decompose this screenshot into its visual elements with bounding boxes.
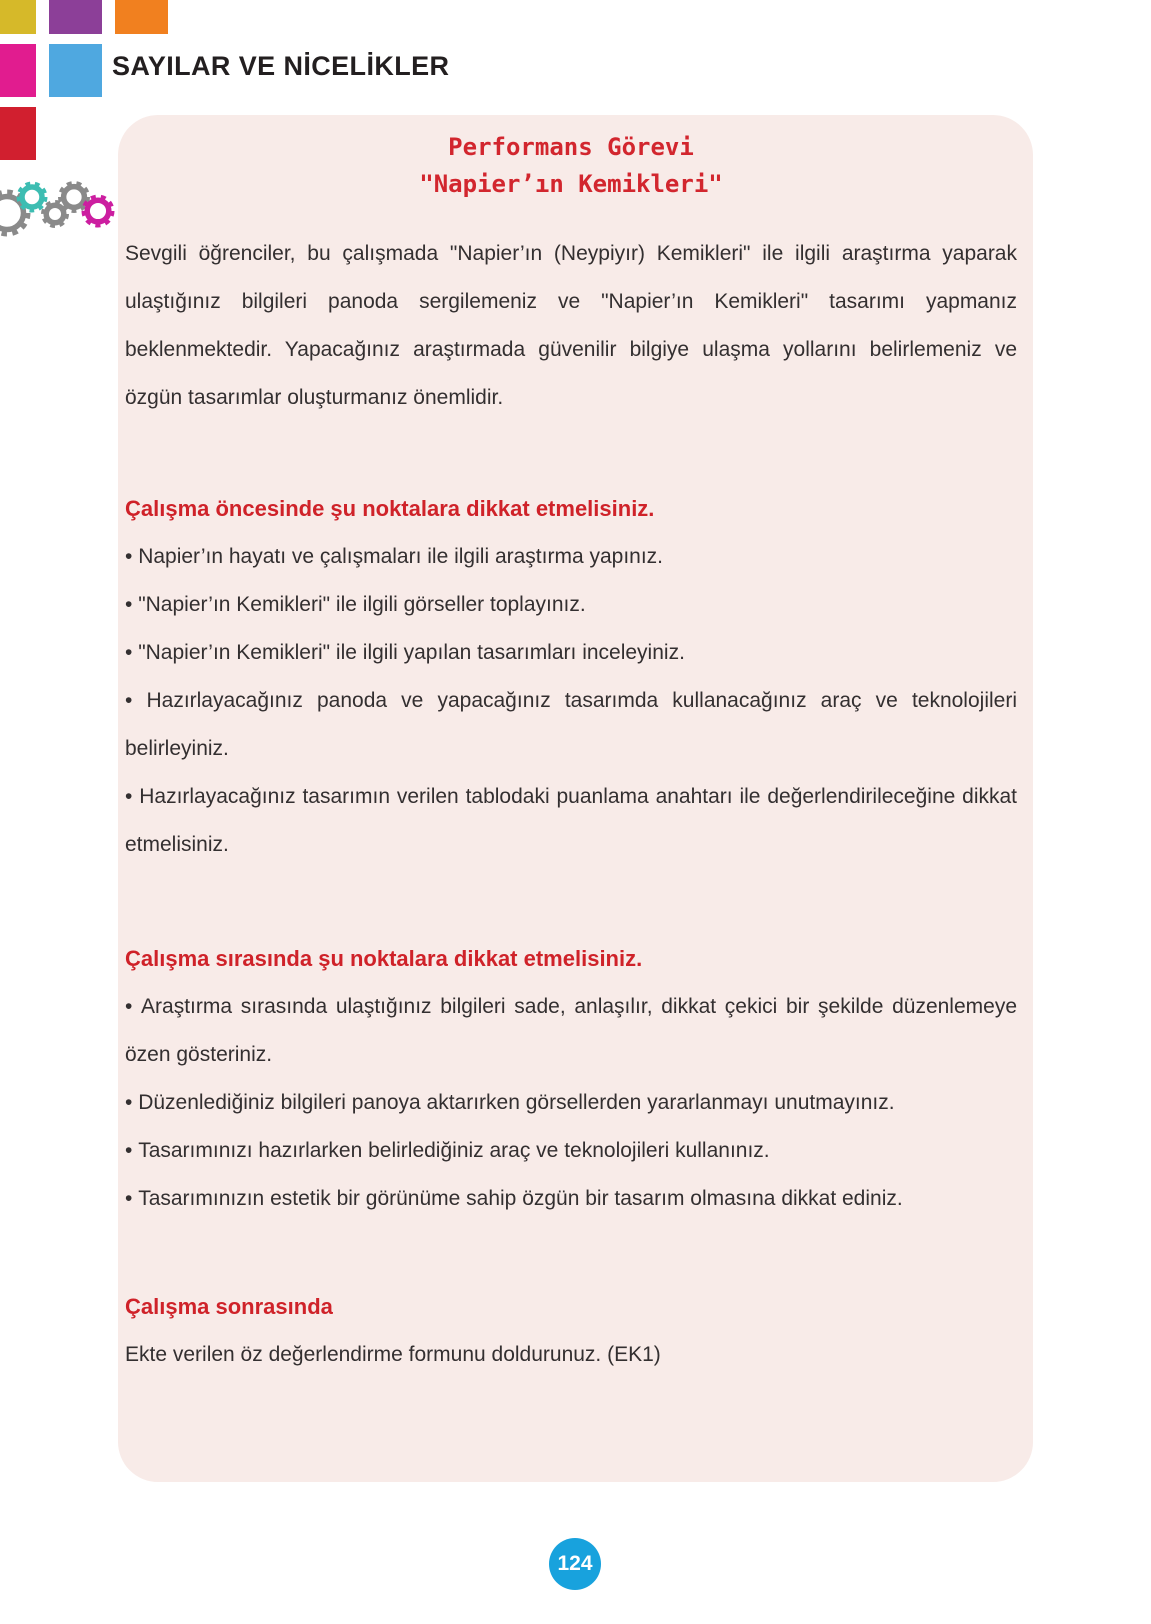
decor-square-orange	[115, 0, 168, 34]
bullet-item: • Napier’ın hayatı ve çalışmaları ile ilgili araştırma yapınız.	[125, 533, 1017, 581]
section-heading: Çalışma öncesinde şu noktalara dikkat etmelisiniz.	[125, 496, 655, 521]
section-heading: Çalışma sırasında şu noktalara dikkat etmelisiniz.	[125, 946, 643, 971]
gear-teal-icon	[19, 184, 45, 210]
bullet-item: • Tasarımınızın estetik bir görünüme sahip özgün bir tasarım olmasına dikkat ediniz.	[125, 1175, 1017, 1223]
decor-square-blue	[49, 44, 102, 97]
bullet-item: • Hazırlayacağınız tasarımın verilen tablodaki puanlama anahtarı ile değerlendirileceğine dikkat etmelisiniz.	[125, 773, 1017, 869]
bullet-item: • Düzenlediğiniz bilgileri panoya aktarırken görsellerden yararlanmayı unutmayınız.	[125, 1079, 1017, 1127]
bullet-item: • "Napier’ın Kemikleri" ile ilgili yapılan tasarımları inceleyiniz.	[125, 629, 1017, 677]
card-title	[125, 129, 1017, 203]
unit-header: SAYILAR VE NİCELİKLER	[112, 51, 450, 81]
gears-icon	[0, 166, 125, 240]
page-number-badge: 124	[549, 1538, 601, 1590]
bullet-item: • Hazırlayacağınız panoda ve yapacağınız tasarımda kullanacağınız araç ve teknolojileri belirleyiniz.	[125, 677, 1017, 773]
card-title-line2: "Napier’ın Kemikleri"	[419, 170, 723, 198]
section-after-work	[125, 1283, 1017, 1379]
bullet-item: • Tasarımınızı hazırlarken belirlediğiniz araç ve teknolojileri kullanınız.	[125, 1127, 1017, 1175]
card-title-line1: Performans Görevi	[448, 133, 694, 161]
decor-square-purple	[49, 0, 102, 34]
intro-paragraph: Sevgili öğrenciler, bu çalışmada "Napier’ın (Neypiyır) Kemikleri" ile ilgili araştırma yaparak ulaştığınız bilgileri panoda sergilemeniz ve "Napier’ın Kemikleri" tasarımı yapmanız beklenmektedir. Yapacağınız araştırmada güvenilir bilgiye ulaşma yollarını belirlemeniz ve özgün tasarımlar oluşturmanız önemlidir.	[125, 242, 1017, 409]
decor-square-red	[0, 107, 36, 160]
decor-square-yellow	[0, 0, 36, 34]
section-before-work	[125, 485, 1017, 869]
decor-square-magenta	[0, 44, 36, 97]
section-heading: Çalışma sonrasında	[125, 1294, 333, 1319]
performance-task-card	[118, 115, 1033, 1482]
bullet-item: • Araştırma sırasında ulaştığınız bilgileri sade, anlaşılır, dikkat çekici bir şekilde düzenlemeye özen gösteriniz.	[125, 983, 1017, 1079]
section-text: Ekte verilen öz değerlendirme formunu doldurunuz. (EK1)	[125, 1343, 661, 1366]
bullet-item: • "Napier’ın Kemikleri" ile ilgili görseller toplayınız.	[125, 581, 1017, 629]
section-during-work	[125, 935, 1017, 1223]
gear-medium-gray-icon	[61, 184, 88, 211]
gear-small-gray-icon	[44, 203, 67, 226]
